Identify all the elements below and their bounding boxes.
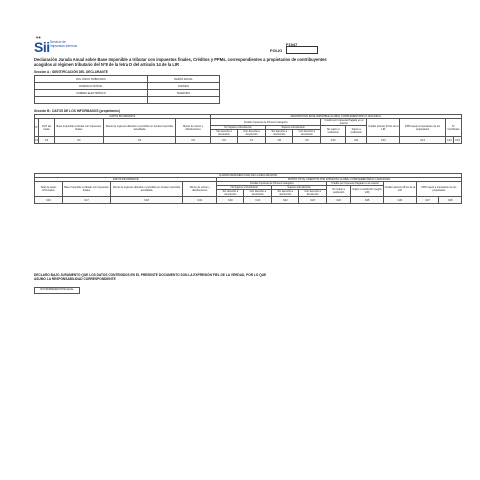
code-cell: C26: [384, 197, 417, 204]
code-cell: C19: [183, 197, 217, 204]
code-cell: C28: [439, 197, 462, 204]
col-sin-dev: Sin derecho a devolución: [217, 190, 244, 197]
code-cell: C11: [345, 137, 366, 144]
col-credito: Crédito artículo 33 bis de la LIR: [384, 182, 417, 197]
col-sujetos: Sujetos a Restitución: [266, 126, 321, 130]
code-cell: C16: [35, 197, 63, 204]
summary-title: CUADRO RESUMEN FINAL DE LA DECLARACIÓN: [35, 174, 462, 178]
logo-text: Sii: [34, 39, 50, 55]
col-sujeto-rest: Sujeto a restitución (según LIR): [351, 186, 384, 197]
code-cell: C23: [299, 197, 327, 204]
col-base: Base Imponible a tributar con impuestos finales: [54, 119, 103, 137]
code-cell: C3: [54, 137, 103, 144]
col-retiros: Monto de retiros y distribuciones: [183, 182, 217, 197]
summary-table: [34, 173, 462, 204]
col-primera: Crédito Impuesto de Primera Categoría: [210, 119, 320, 126]
col-rut: RUT del titular: [39, 119, 55, 137]
col-con-dev: Con derecho a devolución: [244, 190, 272, 197]
code-cell: C27: [416, 197, 439, 204]
code-cell: C6: [210, 137, 237, 144]
declarant-cell[interactable]: [35, 97, 148, 104]
col-primera: Crédito Impuesto de Primera Categoría: [217, 182, 327, 186]
declarant-cell[interactable]: ROL ÚNICO TRIBUTARIO: [35, 76, 148, 83]
logo-subtitle: Servicio de Impuestos Internos: [50, 40, 78, 48]
declarant-cell[interactable]: [147, 97, 219, 104]
code-cell: C10: [321, 137, 346, 144]
declarant-table: [34, 75, 220, 104]
col-ipe: Crédito por Impuesto Pagado en el exterior: [321, 119, 367, 126]
signature-table: [34, 287, 80, 294]
declarant-cell[interactable]: RAZÓN SOCIAL: [147, 76, 219, 83]
code-cell: C9: [293, 137, 321, 144]
col-con-dev: Con derecho a devolución: [299, 190, 327, 197]
col-monto: Monto de ingresos diferidos o percibido en la base imponible acreditada: [103, 119, 176, 137]
folio-label: FOLIO: [270, 48, 283, 53]
declarant-cell[interactable]: DOMICILIO POSTAL: [35, 83, 148, 90]
declarant-cell[interactable]: CORREO ELECTRÓNICO: [35, 90, 148, 97]
code-cell: C17: [62, 197, 110, 204]
col-sin-dev: Sin derecho a devolución: [210, 130, 237, 137]
code-cell: C14: [447, 138, 452, 142]
col-no-sujeto-rest: No sujeto a restitución: [321, 126, 346, 137]
sworn-declaration: DECLARO BAJO JURAMENTO QUE LOS DATOS CONTENIDOS EN EL PRESENTE DOCUMENTO SON LA EXPRESIÓN FIEL DE LA VERDAD, POR LO QUE ASUMO LA RESPONSABILIDAD CORRESPONDIENTE: [34, 273, 267, 281]
col-con-dev: Con derecho a devolución: [238, 130, 266, 137]
col-n: N°: [35, 119, 39, 137]
col-credito: Crédito artículo 33 bis de la LIR: [367, 119, 400, 137]
code-cell: C12: [367, 137, 400, 144]
col-monto: Monto de ingresos diferidos o percibido en la base imponible acreditada: [111, 182, 183, 197]
sii-logo: [34, 39, 78, 55]
col-cert: N° Certificado: [445, 119, 461, 137]
folio-field[interactable]: [286, 46, 318, 54]
code-cell: C8: [266, 137, 293, 144]
header-group-right: DESCRIPCIÓN BASE IMPONIBLE GLOBAL COMPLEMENTARIO O ADICIONAL: [210, 115, 461, 119]
section-a-label: Sección B : DATOS DE LOS INFORMADOS (propietarios): [34, 109, 120, 113]
informed-table: [34, 114, 462, 144]
form-title: Declaración Jurada Anual sobre Base Imponible a tributar con impuestos finales, Créditos y PPMs, correspondientes a propietarios de contribuyentes acogidos al régimen tributario del N°8 de la letra D del artículo 14 de la LIR: [34, 57, 327, 67]
header-group-left: DATOS INFORMANTE: [35, 115, 211, 119]
code-cell: C2: [39, 137, 55, 144]
code-cell: C24: [327, 197, 351, 204]
col-no-sujeto-rest: No sujeto a restitución: [327, 186, 351, 197]
col-no-sujetos: No Sujetos a Restitución: [210, 126, 265, 130]
summary-group-left: DATOS INFORMANTE: [35, 178, 217, 182]
declarant-cell[interactable]: TELÉFONO: [147, 90, 219, 97]
col-ppm: PPM sujeto a imputación de los propietarios: [416, 182, 461, 197]
code-cell: C25: [351, 197, 384, 204]
col-total: Total de casos informados: [35, 182, 63, 197]
code-cell: C20: [217, 197, 244, 204]
signature-field[interactable]: RUT REPRESENTANTE LEGAL: [35, 288, 80, 294]
code-cell: C7: [238, 137, 266, 144]
col-sujeto-rest: Sujeto a restitución: [345, 126, 366, 137]
col-retiros: Monto de retiros y distribuciones: [176, 119, 211, 137]
col-sujetos: Sujetos a Restitución: [272, 186, 327, 190]
summary-group-right: MONTO TOTAL CRÉDITOS POR IMPUESTO GLOBAL COMPLEMENTARIO O ADICIONAL: [217, 178, 462, 182]
col-sin-dev: Sin derecho a devolución: [272, 190, 299, 197]
code-cell: C21: [244, 197, 272, 204]
code-cell: C13: [400, 137, 446, 144]
code-cell: C1: [35, 138, 39, 142]
col-sin-dev: Sin derecho a devolución: [266, 130, 293, 137]
code-cell: C4: [103, 137, 176, 144]
col-ppm: PPM sujeto a imputación de los propietarios: [400, 119, 446, 137]
section-declarant-label: Sección A : IDENTIFICACIÓN DEL DECLARANTE: [34, 70, 108, 74]
form-number: F1947: [286, 42, 298, 47]
declarant-cell[interactable]: COMUNA: [147, 83, 219, 90]
col-base: Base Imponible a tributar con impuestos finales: [62, 182, 110, 197]
code-cell: C5: [176, 137, 211, 144]
col-con-dev: Con derecho a devolución: [293, 130, 321, 137]
col-ipe: Crédito por Impuesto Pagado en el exterior: [327, 182, 384, 186]
col-no-sujetos: No Sujetos a Restitución: [217, 186, 272, 190]
code-cell: C15: [455, 138, 460, 142]
code-cell: C18: [111, 197, 183, 204]
code-cell: C22: [272, 197, 299, 204]
